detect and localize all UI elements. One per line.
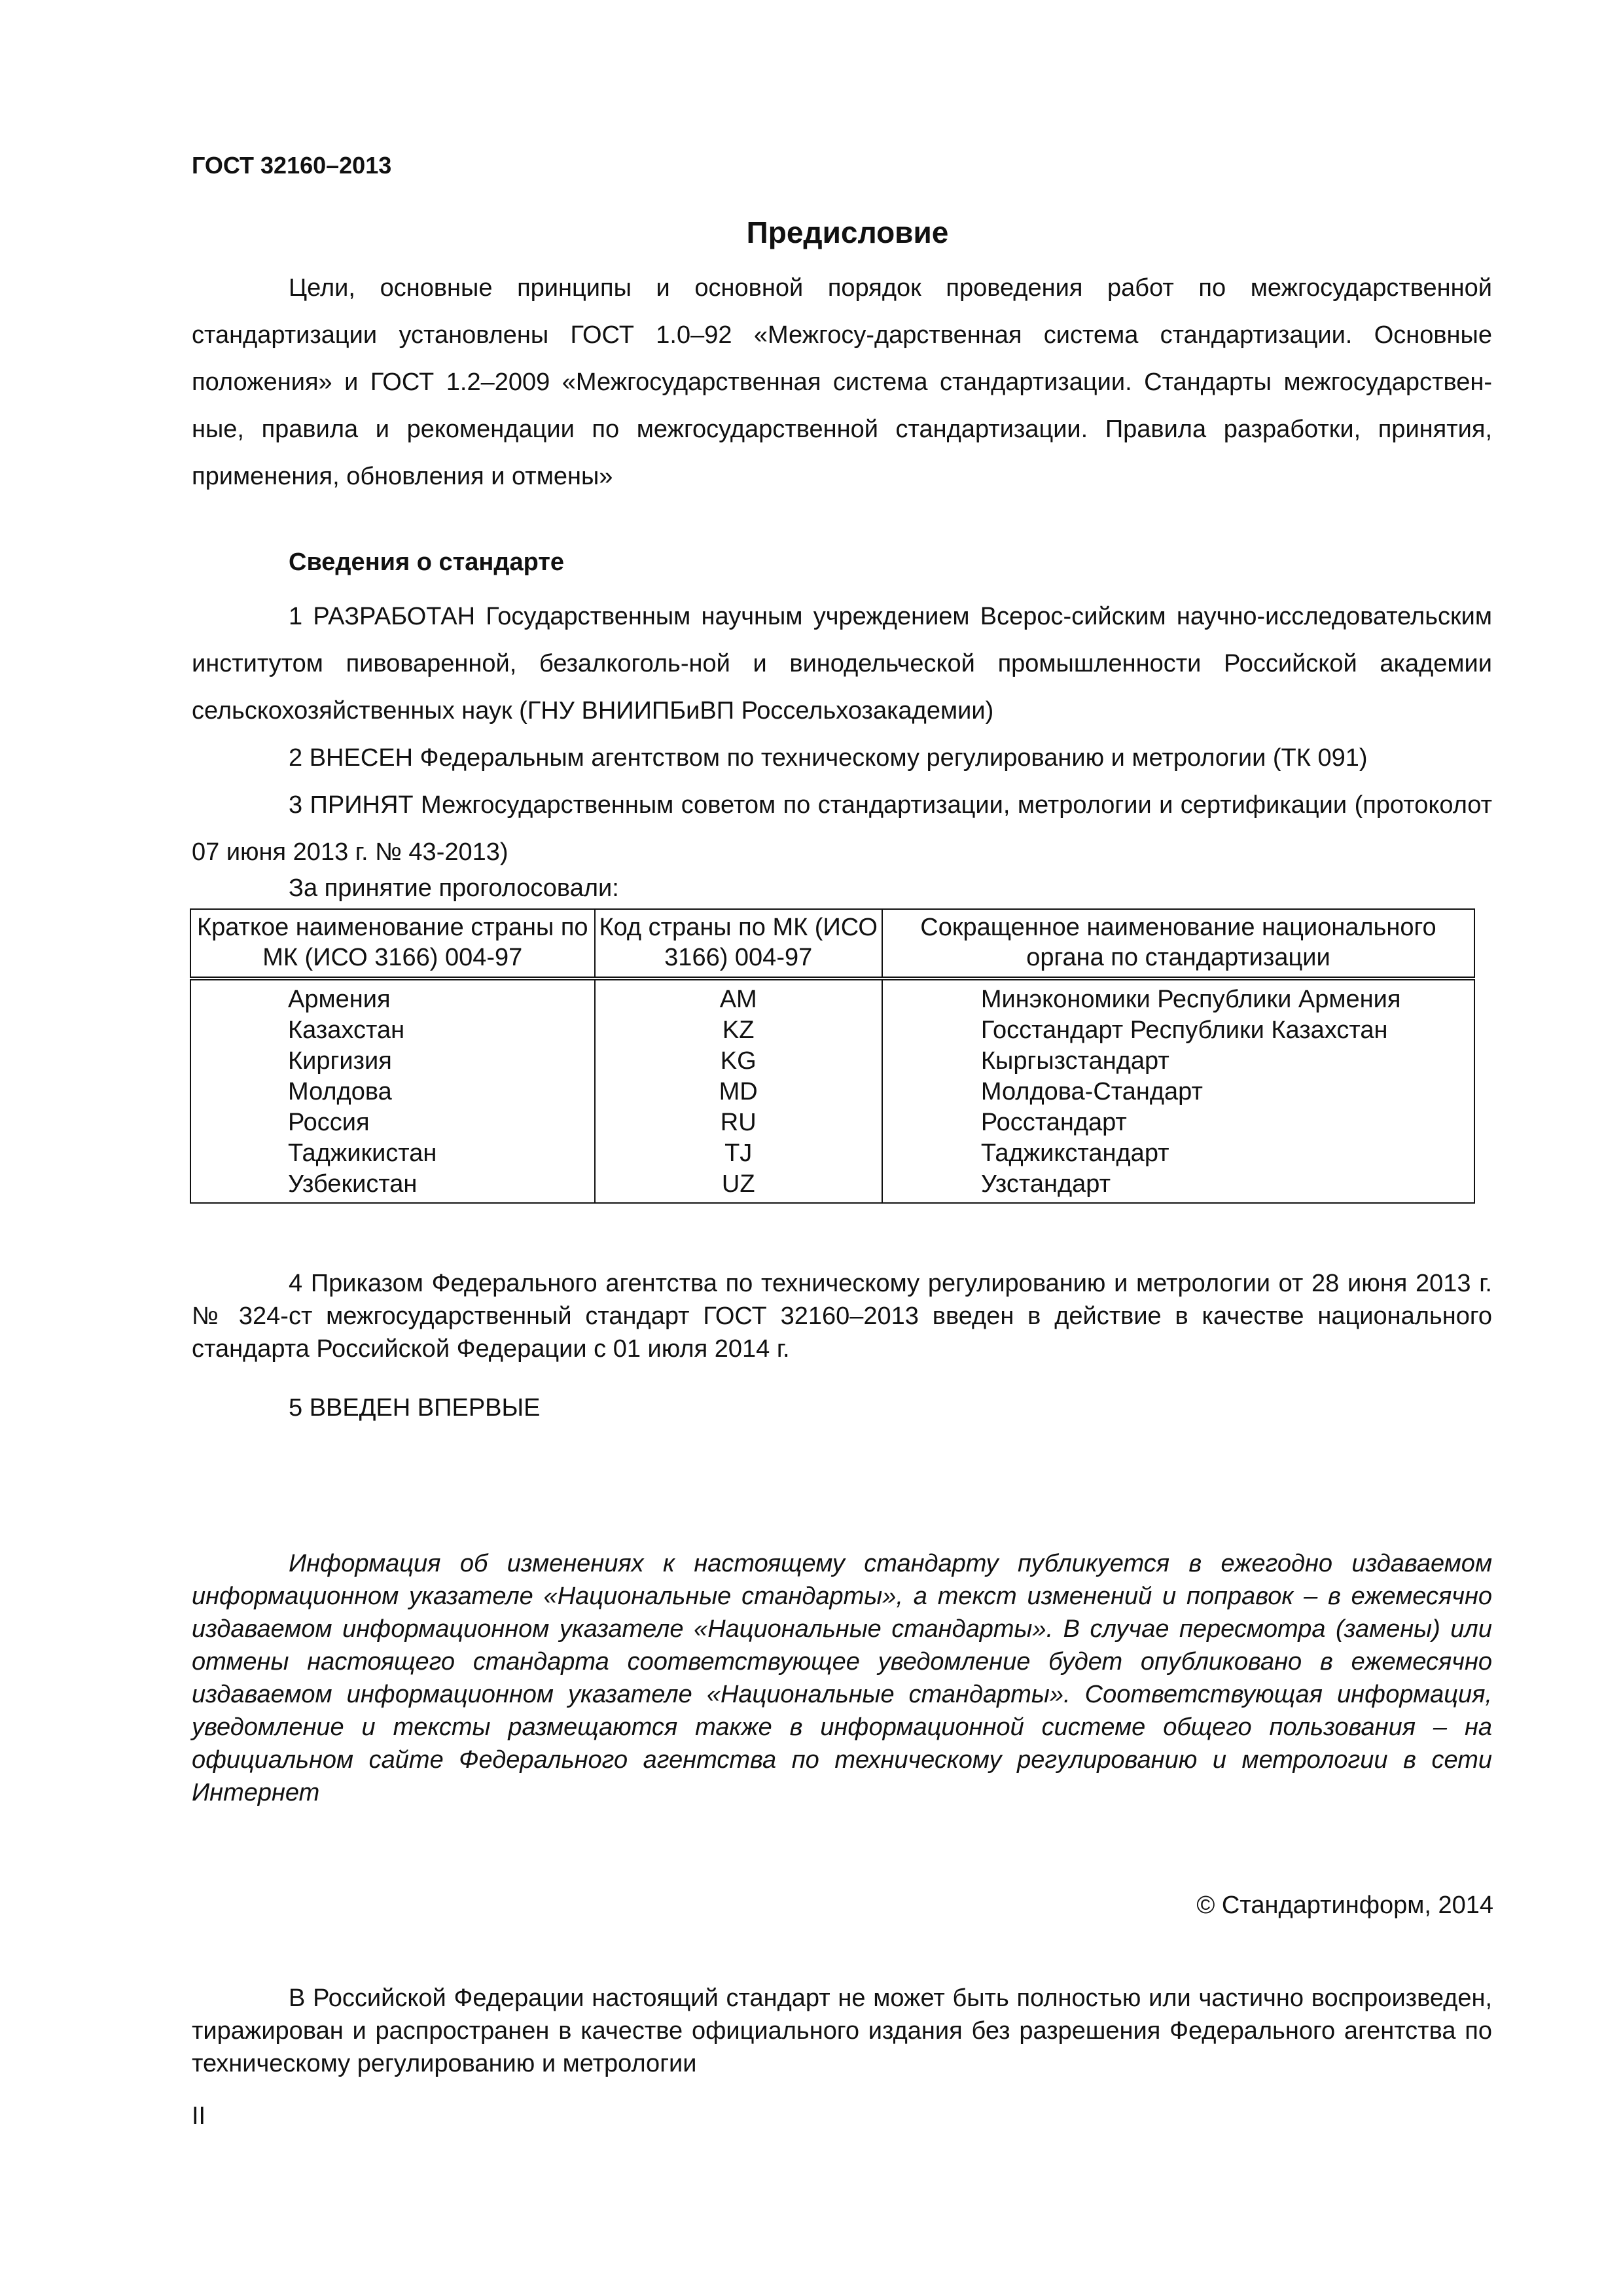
- country-name: Киргизия: [190, 1046, 595, 1077]
- country-code: KZ: [595, 1015, 882, 1046]
- reproduction-rights-notice: В Российской Федерации настоящий стандарт не может быть полностью или частично воспроизведен, тиражирован и распространен в качестве официального издания без разрешения Федерального агентства по техническому регулированию и метрологии: [192, 1984, 1492, 2077]
- country-code: AM: [595, 978, 882, 1015]
- table-row: [190, 1077, 1474, 1107]
- country-code: TJ: [595, 1138, 882, 1169]
- info-item-3: 3 ПРИНЯТ Межгосударственным советом по стандартизации, метрологии и сертификации (протоколот 07 июня 2013 г. № 43-2013): [192, 791, 1492, 866]
- table-row: [190, 1046, 1474, 1077]
- column-header-code: Код страны по МК (ИСО 3166) 004-97: [595, 909, 882, 978]
- standards-body: Минэкономики Республики Армения: [882, 978, 1474, 1015]
- table-row: [190, 1138, 1474, 1169]
- column-header-country: Краткое наименование страны по МК (ИСО 3166) 004-97: [190, 909, 595, 978]
- country-name: Таджикистан: [190, 1138, 595, 1169]
- standards-body: Узстандарт: [882, 1169, 1474, 1203]
- country-name: Казахстан: [190, 1015, 595, 1046]
- changes-notice: Информация об изменениях к настоящему стандарту публикуется в ежегодно издаваемом информационном указателе «Национальные стандарты», а текст изменений и поправок – в ежемесячно издаваемом информационном указателе «Национальные стандарты». В случае пересмотра (замены) или отмены настоящего стандарта соответствующее уведомление будет опубликовано в ежемесячно издаваемом информационном указателе «Национальные стандарты». Соответствующая информация, уведомление и тексты размещаются также в информационной системе общего пользования – на официальном сайте Федерального агентства по техническому регулированию и метрологии в сети Интернет: [192, 1550, 1492, 1806]
- standards-body: Молдова-Стандарт: [882, 1077, 1474, 1107]
- country-name: Армения: [190, 978, 595, 1015]
- vote-label: За принятие проголосовали:: [289, 874, 619, 902]
- standards-body: Госстандарт Республики Казахстан: [882, 1015, 1474, 1046]
- standards-body: Таджикстандарт: [882, 1138, 1474, 1169]
- country-name: Узбекистан: [190, 1169, 595, 1203]
- page-title: Предисловие: [746, 215, 949, 249]
- country-name: Россия: [190, 1107, 595, 1138]
- standards-body: Росстандарт: [882, 1107, 1474, 1138]
- country-code: RU: [595, 1107, 882, 1138]
- voting-countries-table: [190, 908, 1475, 1204]
- table-row: [190, 1015, 1474, 1046]
- info-item-2: 2 ВНЕСЕН Федеральным агентством по техническому регулированию и метрологии (ТК 091): [289, 744, 1368, 772]
- copyright-line: © Стандартинформ, 2014: [1196, 1892, 1493, 1919]
- column-header-body: Сокращенное наименование национального органа по стандартизации: [882, 909, 1474, 978]
- info-item-4: 4 Приказом Федерального агентства по техническому регулированию и метрологии от 28 июня 2013 г. № 324-ст межгосударственный стандарт ГОСТ 32160–2013 введен в действие в качестве национального стандарта Российской Федерации с 01 июля 2014 г.: [192, 1270, 1492, 1363]
- country-name: Молдова: [190, 1077, 595, 1107]
- country-code: MD: [595, 1077, 882, 1107]
- country-code: UZ: [595, 1169, 882, 1203]
- info-item-5: 5 ВВЕДЕН ВПЕРВЫЕ: [289, 1394, 541, 1422]
- page-number: II: [192, 2102, 206, 2130]
- intro-paragraph: Цели, основные принципы и основной порядок проведения работ по межгосударственной стандартизации установлены ГОСТ 1.0–92 «Межгосу-дарственная система стандартизации. Основные положения» и ГОСТ 1.2–2009 «Межгосударственная система стандартизации. Стандарты межгосударствен-ные, правила и рекомендации по межгосударственной стандартизации. Правила разработки, принятия, применения, обновления и отмены»: [192, 274, 1492, 490]
- table-header-row: [190, 909, 1474, 978]
- info-item-1: 1 РАЗРАБОТАН Государственным научным учреждением Всерос-сийским научно-исследовательским институтом пивоваренной, безалкоголь-ной и винодельческой промышленности Российской академии сельскохозяйственных наук (ГНУ ВНИИПБиВП Россельхозакадемии): [192, 603, 1492, 725]
- table-row: [190, 1169, 1474, 1203]
- document-code: ГОСТ 32160–2013: [192, 152, 392, 179]
- standard-info-heading: Сведения о стандарте: [289, 548, 565, 576]
- table-row: [190, 1107, 1474, 1138]
- standards-body: Кыргызстандарт: [882, 1046, 1474, 1077]
- table-row: [190, 978, 1474, 1015]
- country-code: KG: [595, 1046, 882, 1077]
